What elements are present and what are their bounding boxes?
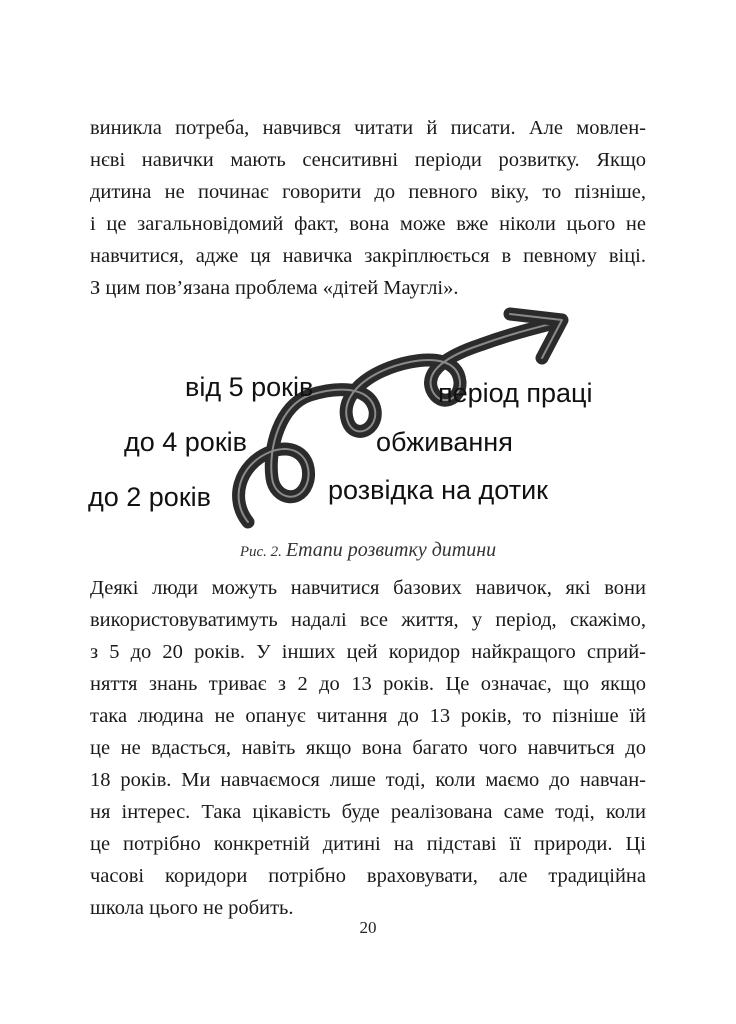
label-from-5-years: від 5 років [185, 372, 314, 402]
text-line: ня інтерес. Така цікавість буде реалізована саме тоді, коли [90, 801, 646, 823]
text-line: школа цього не робить. [90, 897, 294, 919]
text-line: дитина не починає говорити до певного віку, то пізніше, [90, 181, 646, 203]
page-number: 20 [359, 918, 377, 937]
caption-title: Етапи розвитку дитини [285, 539, 497, 561]
text-line: навчитися, адже ця навичка закріплюється в певному віці. [90, 245, 646, 267]
text-line: 18 років. Ми навчаємося лише тоді, коли маємо до навчан- [90, 769, 646, 791]
caption-prefix: Рис. 2. [239, 544, 282, 560]
text-line: часові коридори потрібно враховувати, але традиційна [90, 865, 646, 887]
text-line: нєві навички мають сенситивні періоди розвитку. Якщо [90, 149, 646, 171]
development-stages-figure [80, 300, 660, 540]
figure-caption [0, 539, 736, 562]
label-up-to-4-years: до 4 років [124, 427, 247, 457]
text-line: використовуватимуть надалі все життя, у період, скажімо, [90, 609, 646, 631]
label-up-to-2-years: до 2 років [88, 482, 211, 512]
label-settling-in: обживання [376, 427, 513, 457]
text-line: це потрібно конкретній дитині на підставі її природи. Ці [90, 833, 646, 855]
paragraph-bottom [90, 572, 646, 924]
text-line: з 5 до 20 років. У інших цей коридор найкращого сприй- [90, 641, 646, 663]
text-line: така людина не опанує читання до 13 років, то пізніше їй [90, 705, 646, 727]
text-line: і це загальновідомий факт, вона може вже ніколи цього не [90, 213, 646, 235]
text-line: Деякі люди можуть навчитися базових навичок, які вони [90, 577, 646, 599]
text-line: виникла потреба, навчився читати й писати. Але мовлен- [90, 117, 646, 139]
paragraph-2 [90, 572, 646, 924]
text-line: З цим пов’язана проблема «дітей Мауглі». [90, 277, 459, 299]
text-line: няття знань триває з 2 до 13 років. Це означає, що якщо [90, 673, 646, 695]
paragraph-top [90, 112, 646, 304]
paragraph-1 [90, 112, 646, 304]
label-exploration-by-touch: розвідка на дотик [328, 475, 548, 505]
text-line: це не вдасться, навіть якщо вона багато чого навчиться до [90, 737, 646, 759]
label-work-period: період праці [438, 378, 593, 408]
